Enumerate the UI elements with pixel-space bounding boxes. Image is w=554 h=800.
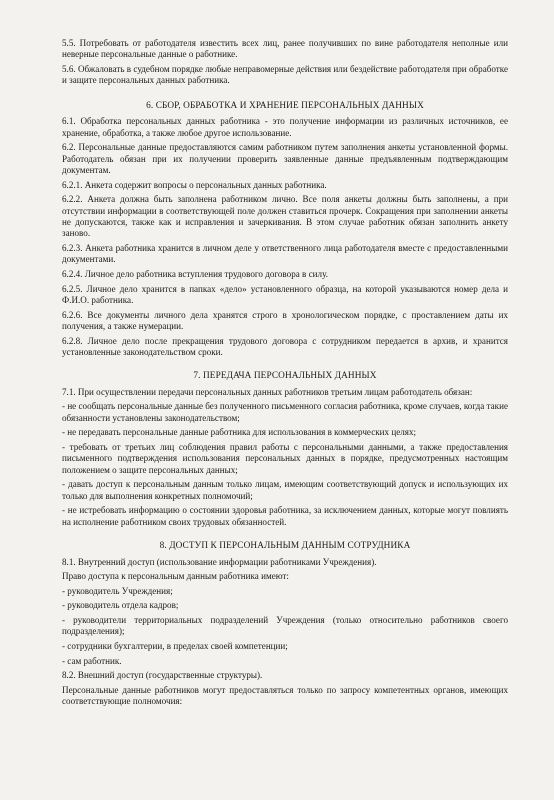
paragraph-access-rights: Право доступа к персональным данным работника имеют:	[62, 571, 289, 582]
paragraph-6-2-8: 6.2.8. Личное дело после прекращения трудового договора с сотрудником передается в архив, и хранится установленные законодательством сроки.	[62, 335, 508, 358]
list-item: - сотрудники бухгалтерии, в пределах своей компетенции;	[62, 641, 288, 652]
paragraph-external-access: Персональные данные работников могут предоставляться только по запросу компетентных органов, имеющих соответствующие полномочия:	[62, 684, 508, 707]
section-8-title: 8. ДОСТУП К ПЕРСОНАЛЬНЫМ ДАННЫМ СОТРУДНИКА	[159, 541, 411, 552]
paragraph-6-2-4: 6.2.4. Личное дело работника вступления трудового договора в силу.	[62, 269, 328, 280]
list-item: - сам работник.	[62, 655, 122, 666]
list-item: - не истребовать информацию о состоянии здоровья работника, за исключением данных, которые могут повлиять на исполнение работником своих трудовых обязанностей.	[62, 505, 508, 527]
paragraph-5-6: 5.6. Обжаловать в судебном порядке любые неправомерные действия или бездействие работодателя при обработке и защите персональных данных работника.	[62, 64, 508, 86]
paragraph-6-2-2: 6.2.2. Анкета должна быть заполнена работником лично. Все поля анкеты должны быть заполнены, а при отсутствии информации в соответствующей поле должен ставиться прочерк. Сокращения при заполнении анкеты не допускаются, также как и исправления и зачеркивания. В этом случае работник обязан заполнить анкету заново.	[62, 194, 508, 239]
list-item: - руководитель отдела кадров;	[62, 600, 179, 611]
list-item: - давать доступ к персональным данным только лицам, имеющим соответствующий допуск и использующих их только для выполнения конкретных полномочий;	[62, 479, 508, 501]
paragraph-8-2: 8.2. Внешний доступ (государственные структуры).	[62, 670, 263, 681]
paragraph-6-2-5: 6.2.5. Личное дело хранится в папках «дело» установленного образца, на которой указываются номер дела и Ф.И.О. работника.	[62, 283, 508, 306]
paragraph-6-2: 6.2. Персональные данные предоставляются самим работником путем заполнения анкеты установленной формы. Работодатель обязан при их получении проверить заявленные данные предъявленным подтверждающим документам.	[62, 142, 508, 176]
list-item: - не сообщать персональные данные без полученного письменного согласия работника, кроме случаев, когда такие обязанности установлены законодательством;	[62, 401, 508, 423]
list-item: - руководители территориальных подразделений Учреждения (только относительно работников своего подразделения);	[62, 615, 508, 637]
paragraph-6-2-6: 6.2.6. Все документы личного дела хранятся строго в хронологическом порядке, с проставлением даты их получения, а также нумерации.	[62, 309, 508, 332]
list-item: - не передавать персональные данные работника для использования в коммерческих целях;	[62, 427, 417, 438]
section-7-title: 7. ПЕРЕДАЧА ПЕРСОНАЛЬНЫХ ДАННЫХ	[193, 371, 377, 382]
paragraph-5-5: 5.5. Потребовать от работодателя известить всех лиц, ранее получивших по вине работодателя неполные или неверные персональные данные о работнике.	[62, 38, 508, 60]
list-item: - требовать от третьих лиц соблюдения правил работы с персональными данными, а также предоставления письменного подтверждения использования персональных данных в порядке, предусмотренных настоящим положением о защите персональных данных;	[62, 442, 508, 475]
paragraph-6-2-1: 6.2.1. Анкета содержит вопросы о персональных данных работника.	[62, 179, 327, 190]
section-6-title: 6. СБОР, ОБРАБОТКА И ХРАНЕНИЕ ПЕРСОНАЛЬНЫХ ДАННЫХ	[146, 100, 424, 111]
paragraph-8-1: 8.1. Внутренний доступ (использование информации работниками Учреждения).	[62, 556, 377, 567]
paragraph-6-2-3: 6.2.3. Анкета работника хранится в личном деле у ответственного лица работодателя вместе с предоставленными документами.	[62, 243, 508, 265]
list-item: - руководитель Учреждения;	[62, 585, 173, 596]
paragraph-7-1: 7.1. При осуществлении передачи персональных данных работников третьим лицам работодатель обязан:	[62, 386, 473, 397]
paragraph-6-1: 6.1. Обработка персональных данных работника - это получение информации из различных источников, ее хранение, обработка, а также любое другое использование.	[62, 116, 508, 138]
